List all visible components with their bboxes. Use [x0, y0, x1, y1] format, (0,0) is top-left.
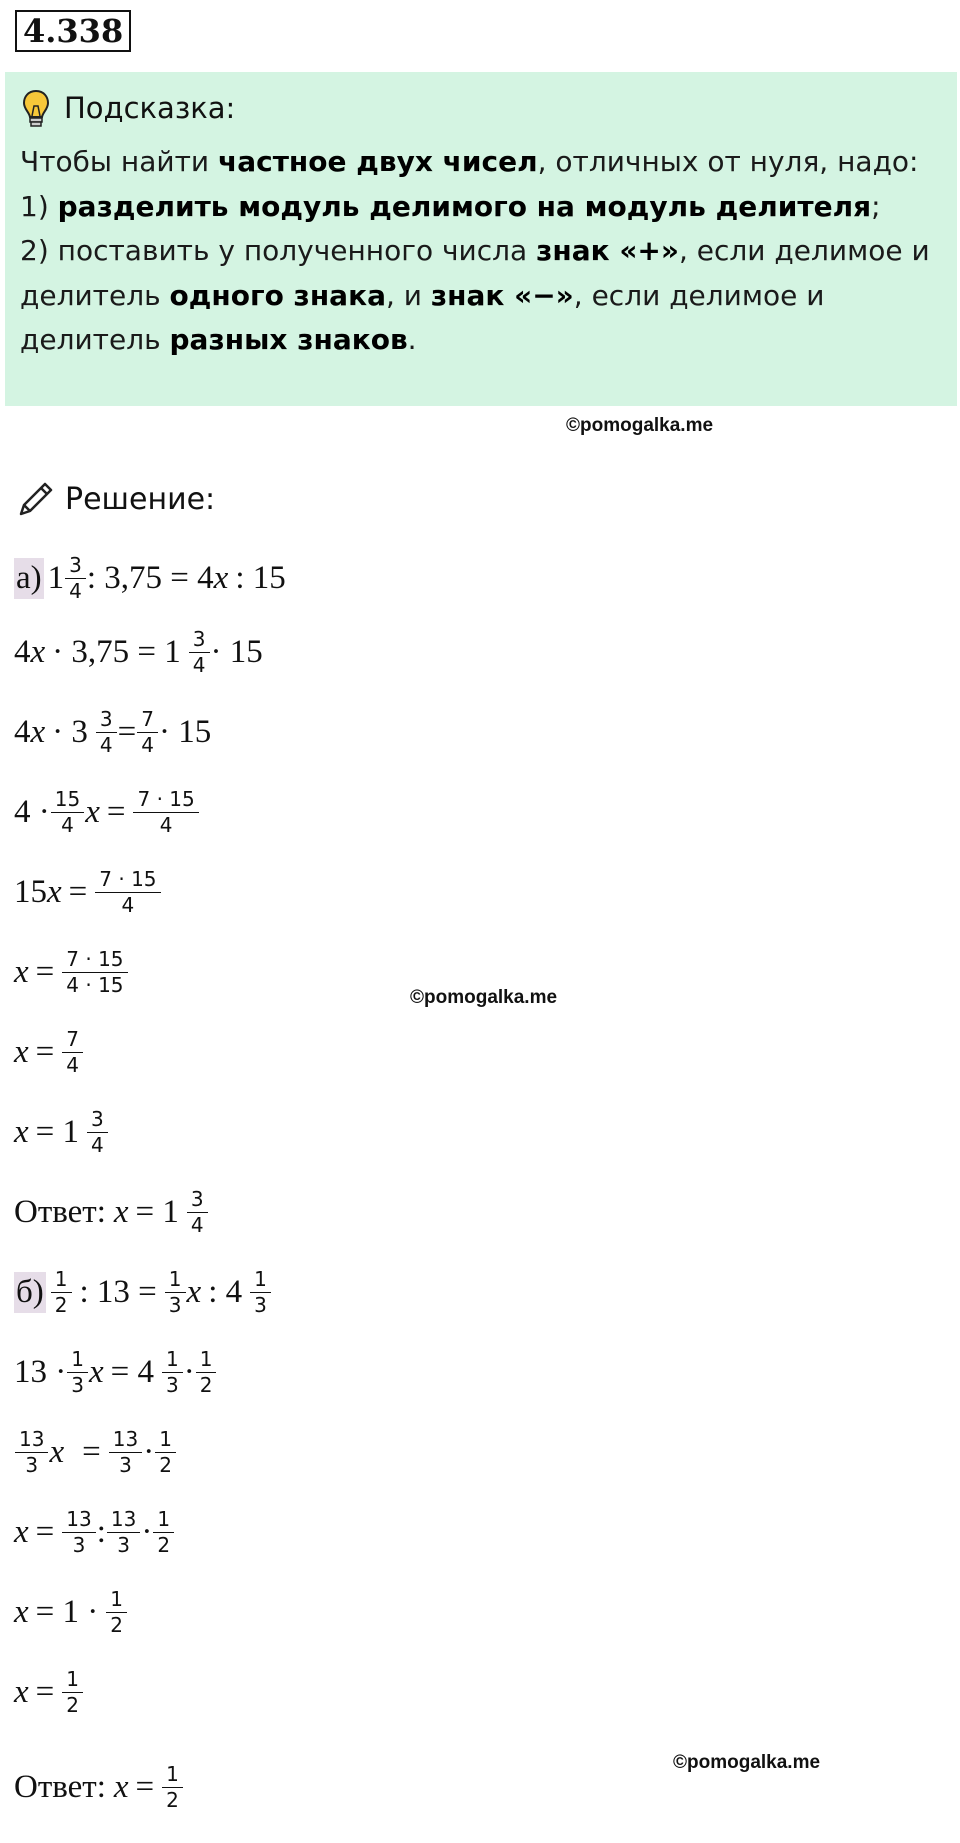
equation-line: а) 1 $\frac{3}{4}$ : 3,75 = 4 x : 15 [16, 553, 286, 603]
equation-line: x = 1 $\frac{3}{4}$ [14, 1107, 109, 1158]
pencil-icon [15, 478, 57, 520]
watermark: ©pomogalka.me [566, 415, 714, 436]
watermark: ©pomogalka.me [673, 1752, 821, 1773]
hint-title: Подсказка: [64, 91, 236, 125]
equation-line: 4 x · 3,75 = 1 $\frac{3}{4}$ · 15 [14, 627, 263, 677]
problem-number: 4.338 [15, 10, 131, 52]
equation-line: 4 x · 3 $\frac{3}{4}$ = $\frac{7}{4}$ · 15 [14, 707, 212, 757]
answer-line: Ответ: x = 1 $\frac{3}{4}$ [14, 1187, 209, 1238]
part-label: б) [14, 1272, 46, 1313]
equation-line: x = 1 · $\frac{1}{2}$ [14, 1587, 128, 1638]
hint-text: Чтобы найти частное двух чисел, отличных от нуля, надо: 1) разделить модуль делимого на модуль делителя; 2) поставить у полученного числа знак «+», если делимое и делитель одного знака, и знак «−», если делимое и делитель разных знаков. [20, 145, 930, 356]
equation-line: x = $\frac{1}{2}$ [14, 1667, 84, 1718]
equation-line: 13 · $\frac{1}{3}$ x = 4 $\frac{1}{3}$ · $\frac{1}{2}$ [14, 1347, 217, 1398]
equation-line: 4 · $\frac{15}{4}$ x = $\frac{7 \cdot 15}{4}$ [14, 787, 200, 838]
lightbulb-icon [20, 88, 52, 128]
watermark: ©pomogalka.me [410, 987, 558, 1008]
hint-box [5, 72, 957, 406]
equation-line: $\frac{13}{3}$ x = $\frac{13}{3}$ · $\frac{1}{2}$ [14, 1427, 177, 1478]
answer-line: Ответ: x = $\frac{1}{2}$ [14, 1762, 184, 1813]
equation-line: x = $\frac{13}{3}$ : $\frac{13}{3}$ · $\frac{1}{2}$ [14, 1507, 175, 1558]
equation-line: x = $\frac{7 \cdot 15}{4 \cdot 15}$ [14, 947, 129, 998]
solution-title: Решение: [65, 481, 216, 517]
equation-line: 15 x = $\frac{7 \cdot 15}{4}$ [14, 867, 162, 918]
equation-line: x = $\frac{7}{4}$ [14, 1027, 84, 1078]
equation-line: б) $\frac{1}{2}$ : 13 = $\frac{1}{3}$ x : 4 $\frac{1}{3}$ [14, 1267, 272, 1318]
solution-heading [15, 478, 215, 520]
part-label: а) [14, 558, 44, 599]
